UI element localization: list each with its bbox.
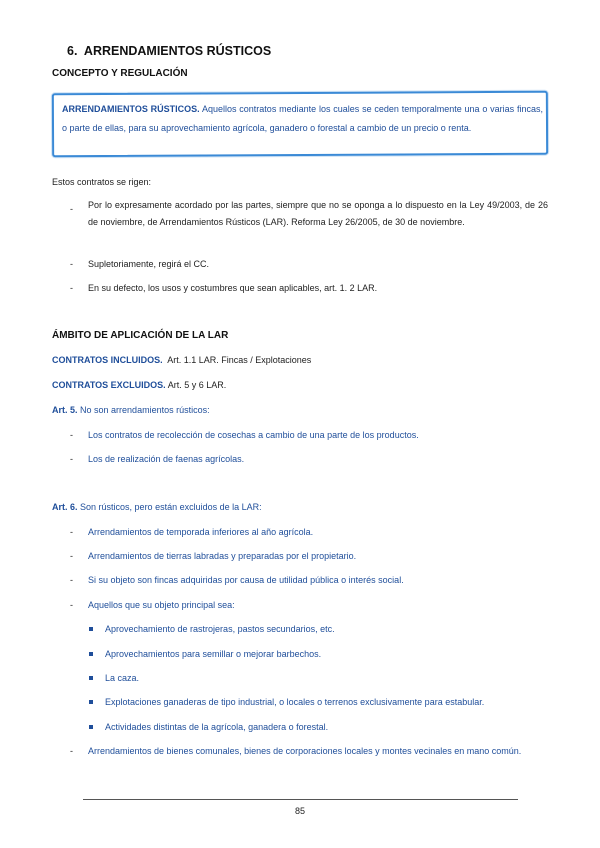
dash-bullet: -	[70, 259, 73, 269]
section-title	[67, 44, 271, 58]
page-number: 85	[294, 806, 305, 816]
art6-subitem: Explotaciones ganaderas de tipo industrial, o locales o terrenos exclusivamente para estabular.	[105, 697, 485, 707]
art5-text: No son arrendamientos rústicos:	[80, 405, 210, 415]
art5-line	[52, 402, 210, 419]
art6-item: Si su objeto son fincas adquiridas por causa de utilidad pública o interés social.	[88, 575, 404, 585]
dash-bullet: -	[70, 527, 73, 537]
rigen-item: En su defecto, los usos y costumbres que sean aplicables, art. 1. 2 LAR.	[88, 283, 378, 293]
dash-bullet: -	[70, 746, 73, 756]
section-title-text: ARRENDAMIENTOS RÚSTICOS	[83, 44, 272, 58]
square-bullet	[89, 700, 93, 704]
excluidos-line	[52, 377, 226, 394]
incluidos-label: CONTRATOS INCLUIDOS.	[52, 355, 163, 365]
square-bullet	[89, 627, 93, 631]
definition-text-block	[62, 100, 543, 138]
excluidos-label: CONTRATOS EXCLUIDOS.	[52, 380, 166, 390]
dash-bullet: -	[70, 283, 73, 293]
art6-item: Arrendamientos de temporada inferiores al año agrícola.	[88, 527, 314, 537]
dash-bullet: -	[70, 430, 73, 440]
concepto-heading: CONCEPTO Y REGULACIÓN	[52, 68, 188, 79]
art5-item: Los de realización de faenas agrícolas.	[88, 454, 245, 464]
definition-text: Aquellos contratos mediante los cuales se ceden temporalmente una o varias fincas, o parte de ellas, para su aprovechamiento agrícola, ganadero o forestal a cambio de un precio o renta.	[62, 104, 543, 133]
rigen-item: Por lo expresamente acordado por las partes, siempre que no se oponga a lo dispuesto en la Ley 49/2003, de 26 de noviembre, de Arrendamientos Rústicos (LAR). Reforma Ley 26/2005, de 30 de noviembre.	[88, 200, 548, 227]
art6-last-item: Arrendamientos de bienes comunales, bienes de corporaciones locales y montes vecinales en mano común.	[88, 746, 522, 756]
art6-line	[52, 499, 262, 516]
art6-label: Art. 6.	[52, 502, 78, 512]
square-bullet	[89, 652, 93, 656]
dash-bullet: -	[70, 551, 73, 561]
art6-item: Aquellos que su objeto principal sea:	[88, 600, 235, 610]
art5-item: Los contratos de recolección de cosechas a cambio de una parte de los productos.	[88, 430, 419, 440]
square-bullet	[89, 725, 93, 729]
dash-bullet: -	[70, 575, 73, 585]
excluidos-text: Art. 5 y 6 LAR.	[167, 380, 227, 390]
ambito-heading: ÁMBITO DE APLICACIÓN DE LA LAR	[52, 330, 229, 341]
definition-term: ARRENDAMIENTOS RÚSTICOS.	[62, 104, 200, 114]
square-bullet	[89, 676, 93, 680]
art6-subitem: Actividades distintas de la agrícola, ganadera o forestal.	[105, 722, 329, 732]
art6-item: Arrendamientos de tierras labradas y preparadas por el propietario.	[88, 551, 357, 561]
art6-text: Son rústicos, pero están excluidos de la LAR:	[80, 502, 262, 512]
art6-subitem: Aprovechamiento de rastrojeras, pastos secundarios, etc.	[105, 624, 335, 634]
dash-bullet: -	[70, 454, 73, 464]
incluidos-line	[52, 352, 311, 369]
art5-label: Art. 5.	[52, 405, 78, 415]
dash-bullet: -	[70, 600, 73, 610]
art6-subitem: Aprovechamientos para semillar o mejorar barbechos.	[105, 649, 322, 659]
footer-rule	[83, 799, 518, 800]
rigen-intro: Estos contratos se rigen:	[52, 177, 152, 187]
dash-bullet: -	[70, 204, 73, 214]
incluidos-text: Art. 1.1 LAR. Fincas / Explotaciones	[167, 355, 312, 365]
rigen-item: Supletoriamente, regirá el CC.	[88, 259, 210, 269]
section-number: 6.	[67, 44, 78, 58]
art6-subitem: La caza.	[105, 673, 140, 683]
